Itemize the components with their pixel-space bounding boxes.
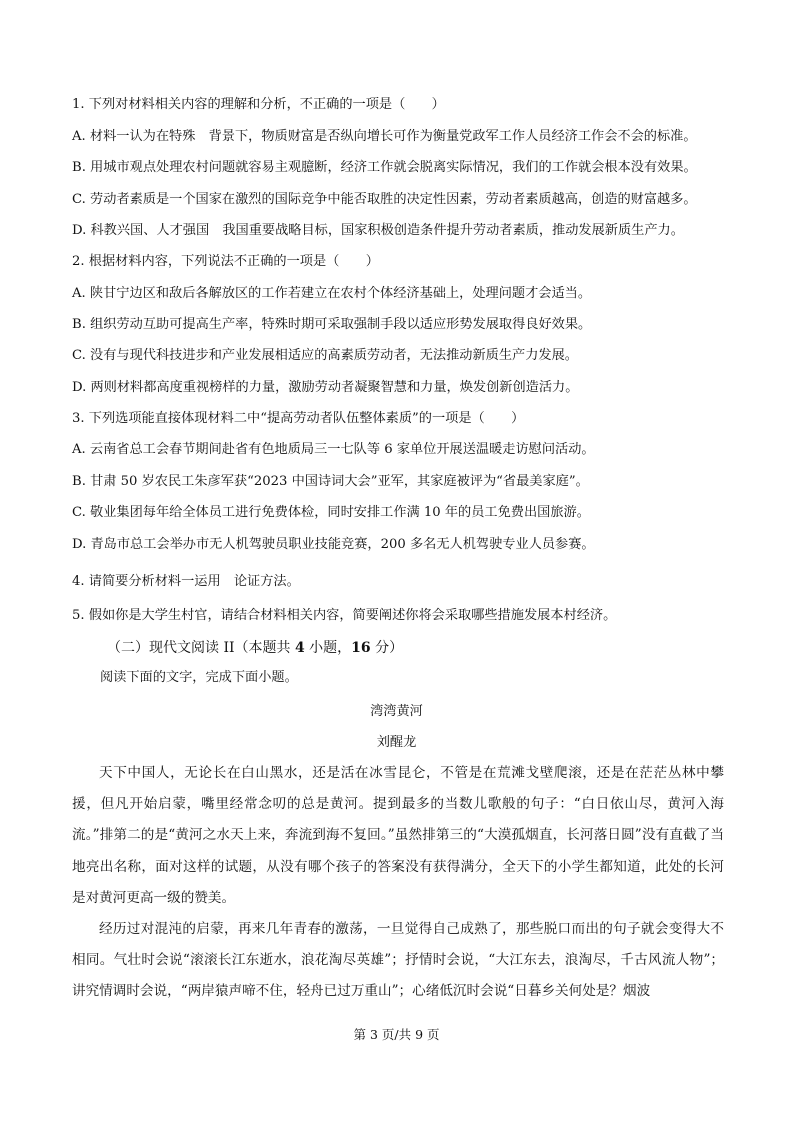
question-2-stem: 2. 根据材料内容，下列说法不正确的一项是（ ） [72, 254, 379, 269]
question-3-option-d: D. 青岛市总工会举办市无人机驾驶员职业技能竞赛，200 多名无人机驾驶专业人员参赛。 [72, 537, 595, 552]
question-2-option-b: B. 组织劳动互助可提高生产率，特殊时期可采取强制手段以适应形势发展取得良好效果。 [72, 317, 592, 332]
question-2-option-d: D. 两则材料都高度重视榜样的力量，激励劳动者凝聚智慧和力量，焕发创新创造活力。 [72, 380, 579, 395]
question-1-option-c: C. 劳动者素质是一个国家在激烈的国际竞争中能否取胜的决定性因素，劳动者素质越高，创造的财富越多。 [72, 192, 697, 207]
article-paragraph-1: 天下中国人，无论长在白山黑水，还是活在冰雪昆仑，不管是在荒滩戈壁爬滚，还是在茫茫丛林中攀援，但凡开始启蒙，嘴里经常念叨的总是黄河。提到最多的当数儿歌般的句子：“白日依山尽，黄河入海流。”排第二的是“黄河之水天上来，奔流到海不复回。”虽然排第三的“大漠孤烟直，长河落日圆”没有直截了当地亮出名称，面对这样的试题，从没有哪个孩子的答案没有获得满分，全天下的小学生都知道，此处的长河是对黄河更高一级的赞美。 [72, 765, 724, 906]
page-number: 第 3 页/共 9 页 [353, 1027, 440, 1042]
question-1-option-a: A. 材料一认为在特殊 背景下，物质财富是否纵向增长可作为衡量党政军工作人员经济工作会不会的标准。 [72, 129, 697, 144]
section-heading-mid: 小题， [304, 640, 352, 656]
section-heading-suffix: 分） [370, 640, 404, 656]
section-question-count: 4 [294, 640, 305, 656]
article-paragraph-2: 经历过对混沌的启蒙，再来几年青春的激荡，一旦觉得自己成熟了，那些脱口而出的句子就会变得大不相同。气壮时会说“滚滚长江东逝水，浪花淘尽英雄”；抒情时会说，“大江东去，浪淘尽，千古风流人物”；讲究情调时会说，“两岸猿声啼不住，轻舟已过万重山”；心绪低沉时会说“日暮乡关何处是？烟波 [72, 921, 724, 1000]
question-2-option-c: C. 没有与现代科技进步和产业发展相适应的高素质劳动者，无法推动新质生产力发展。 [72, 348, 578, 363]
question-3-stem: 3. 下列选项能直接体现材料二中“提高劳动者队伍整体素质”的一项是（ ） [72, 411, 525, 426]
question-5-stem: 5. 假如你是大学生村官，请结合材料相关内容，简要阐述你将会采取哪些措施发展本村经济。 [72, 608, 617, 623]
question-2-option-a: A. 陕甘宁边区和敌后各解放区的工作若建立在农村个体经济基础上，处理问题才会适当。 [72, 286, 592, 301]
article-author: 刘醒龙 [376, 735, 417, 750]
reading-instruction: 阅读下面的文字，完成下面小题。 [100, 670, 298, 685]
section-score: 16 [351, 640, 371, 656]
section-heading [107, 640, 403, 656]
question-1-stem: 1. 下列对材料相关内容的理解和分析，不正确的一项是（ ） [72, 97, 445, 112]
question-4-stem: 4. 请简要分析材料一运用 论证方法。 [72, 574, 300, 589]
question-3-option-a: A. 云南省总工会春节期间赴省有色地质局三一七队等 6 家单位开展送温暖走访慰问活动。 [72, 442, 595, 457]
section-heading-prefix: （二）现代文阅读 II（本题共 [107, 640, 295, 656]
question-3-option-b: B. 甘肃 50 岁农民工朱彦军获“2023 中国诗词大会”亚军，其家庭被评为“省最美家庭”。 [72, 474, 589, 489]
question-3-option-c: C. 敬业集团每年给全体员工进行免费体检，同时安排工作满 10 年的员工免费出国旅游。 [72, 505, 590, 520]
article-title: 湾湾黄河 [370, 704, 423, 719]
question-1-option-b: B. 用城市观点处理农村问题就容易主观臆断，经济工作就会脱离实际情况，我们的工作就会根本没有效果。 [72, 160, 697, 175]
question-1-option-d: D. 科教兴国、人才强国 我国重要战略目标，国家积极创造条件提升劳动者素质，推动发展新质生产力。 [72, 223, 684, 238]
